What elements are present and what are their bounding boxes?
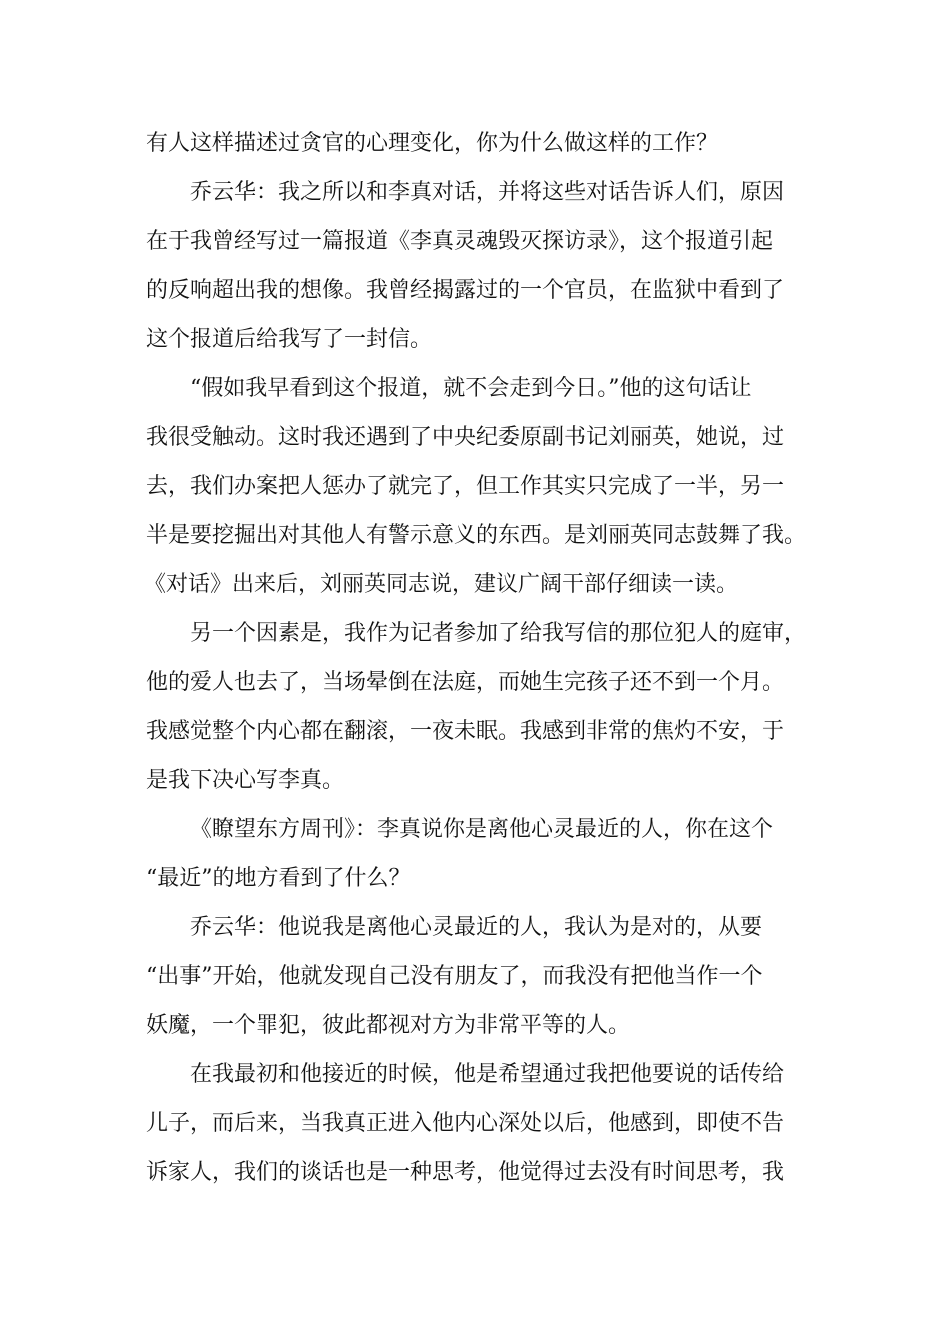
text-line: 在于我曾经写过一篇报道《李真灵魂毁灭探访录》，这个报道引起	[146, 229, 774, 254]
text-line: 他的爱人也去了，当场晕倒在法庭，而她生完孩子还不到一个月。	[146, 670, 785, 695]
text-line: 另一个因素是，我作为记者参加了给我写信的那位犯人的庭审，	[190, 621, 807, 646]
text-line: 儿子，而后来，当我真正进入他内心深处以后，他感到，即使不告	[146, 1111, 785, 1136]
text-line: 去，我们办案把人惩办了就完了，但工作其实只完成了一半，另一	[146, 474, 785, 499]
text-line: 半是要挖掘出对其他人有警示意义的东西。是刘丽英同志鼓舞了我。	[146, 523, 807, 548]
document-text	[146, 126, 826, 1204]
text-line: 乔云华：他说我是离他心灵最近的人，我认为是对的，从要	[190, 915, 763, 940]
text-line: “假如我早看到这个报道，就不会走到今日。”他的这句话让	[190, 376, 752, 401]
text-line: 妖魔，一个罪犯，彼此都视对方为非常平等的人。	[146, 1013, 631, 1038]
text-line: 有人这样描述过贪官的心理变化，你为什么做这样的工作？	[146, 131, 719, 156]
text-line: “出事”开始，他就发现自己没有朋友了，而我没有把他当作一个	[146, 964, 763, 989]
text-line: 在我最初和他接近的时候，他是希望通过我把他要说的话传给	[190, 1062, 785, 1087]
text-line: 《瞭望东方周刊》：李真说你是离他心灵最近的人，你在这个	[190, 817, 774, 842]
text-line: 《对话》出来后，刘丽英同志说，建议广阔干部仔细读一读。	[144, 572, 739, 597]
text-line: 乔云华：我之所以和李真对话，并将这些对话告诉人们，原因	[190, 180, 785, 205]
text-line: 我感觉整个内心都在翻滚，一夜未眠。我感到非常的焦灼不安，于	[146, 719, 785, 744]
text-line: 诉家人，我们的谈话也是一种思考，他觉得过去没有时间思考，我	[146, 1160, 785, 1185]
text-line: 我很受触动。这时我还遇到了中央纪委原副书记刘丽英，她说，过	[146, 425, 785, 450]
text-line: “最近”的地方看到了什么？	[146, 866, 411, 891]
text-line: 是我下决心写李真。	[146, 768, 345, 793]
text-line: 的反响超出我的想像。我曾经揭露过的一个官员，在监狱中看到了	[146, 278, 785, 303]
text-line: 这个报道后给我写了一封信。	[146, 327, 433, 352]
